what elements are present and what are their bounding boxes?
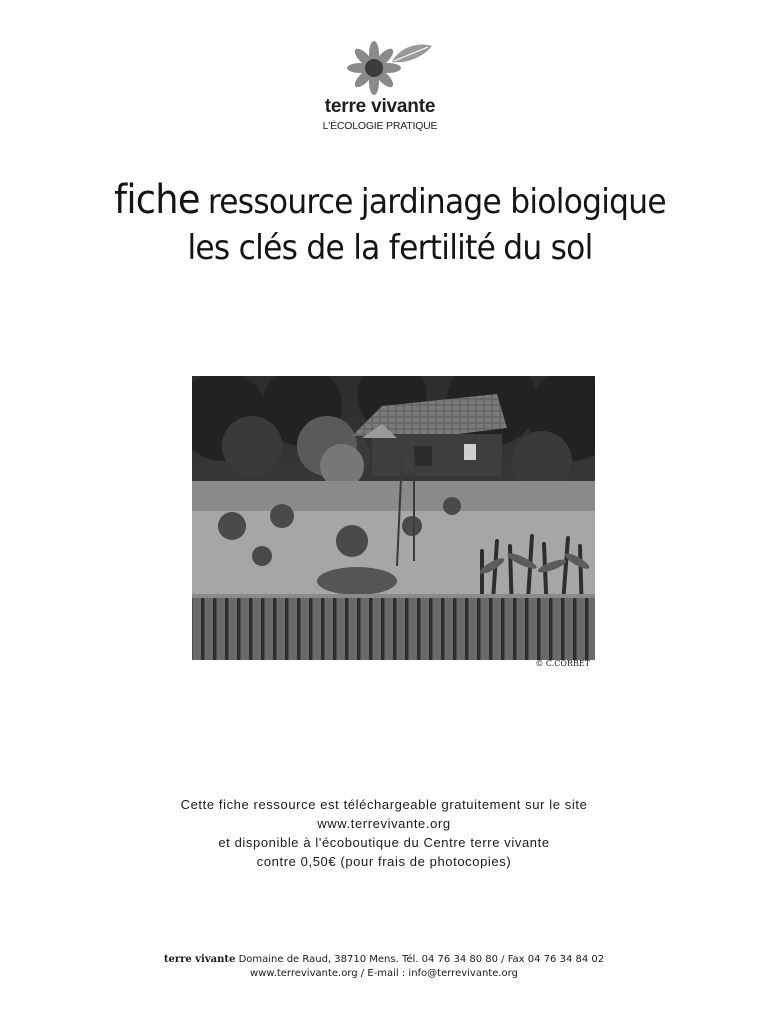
footer-address: Domaine de Raud, 38710 Mens. Tél. 04 76 34 80 80 / Fax 04 76 34 84 02 xyxy=(235,954,605,965)
page-title xyxy=(86,178,693,272)
brand-tagline: L'ÉCOLOGIE PRATIQUE xyxy=(322,120,438,132)
sunflower-leaf-icon xyxy=(334,40,434,100)
title-word: ressource xyxy=(207,182,353,222)
info-paragraph xyxy=(94,795,674,871)
website-link[interactable]: www.terrevivante.org xyxy=(317,816,451,831)
info-line: et disponible à l'écoboutique du Centre terre vivante xyxy=(218,835,550,850)
footer-brand: terre vivante xyxy=(163,954,236,965)
info-line: Cette fiche ressource est téléchargeable gratuitement sur le site xyxy=(180,797,588,812)
title-word: jardinage biologique xyxy=(360,182,666,222)
title-word: les clés de la fertilité xyxy=(187,228,496,268)
photo-credit: © C.CORBET xyxy=(535,659,590,668)
footer xyxy=(100,953,668,981)
title-word: fiche xyxy=(114,177,200,223)
title-word: du sol xyxy=(503,228,593,268)
info-line: contre 0,50€ (pour frais de photocopies) xyxy=(256,854,512,869)
garden-photo xyxy=(192,376,595,660)
terre-vivante-logo xyxy=(300,40,460,140)
brand-name: terre vivante xyxy=(324,96,436,117)
footer-contact[interactable]: www.terrevivante.org / E-mail : info@terrevivante.org xyxy=(250,968,518,979)
title-line-2 xyxy=(86,226,693,272)
title-line-1 xyxy=(86,178,693,226)
footer-address-line xyxy=(100,953,668,967)
